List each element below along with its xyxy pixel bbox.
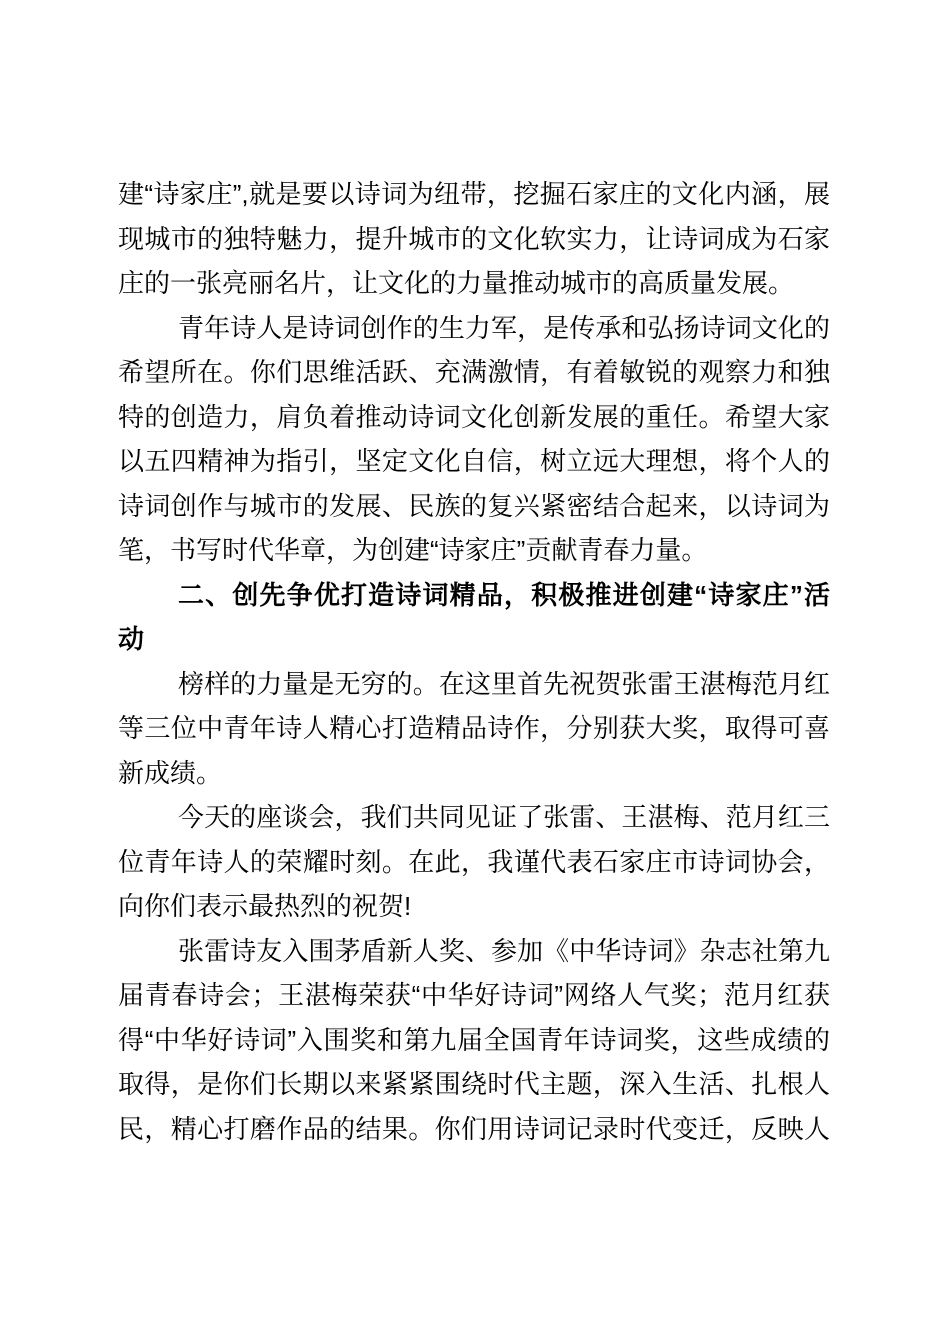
body-text-line: 榜样的力量是无穷的。在这里首先祝贺张雷王湛梅范月红 bbox=[178, 668, 830, 699]
document-text-block bbox=[118, 172, 830, 1151]
body-text-line: 民，精心打磨作品的结果。你们用诗词记录时代变迁，反映人 bbox=[118, 1113, 830, 1144]
body-text-line: 青年诗人是诗词创作的生力军，是传承和弘扬诗词文化的 bbox=[178, 312, 830, 343]
body-text-line: 希望所在。你们思维活跃、充满激情，有着敏锐的观察力和独 bbox=[118, 357, 830, 387]
body-text-line: 现城市的独特魅力，提升城市的文化软实力，让诗词成为石家 bbox=[118, 223, 830, 254]
body-text-line: 位青年诗人的荣耀时刻。在此，我谨代表石家庄市诗词协会， bbox=[118, 846, 830, 877]
body-text-line: 等三位中青年诗人精心打造精品诗作，分别获大奖，取得可喜 bbox=[118, 713, 830, 743]
heading-line: 二、创先争优打造诗词精品，积极推进创建“诗家庄”活 bbox=[178, 579, 830, 610]
heading-line: 动 bbox=[118, 624, 145, 654]
body-text-line: 以五四精神为指引，坚定文化自信，树立远大理想，将个人的 bbox=[118, 446, 830, 476]
body-text-line: 张雷诗友入围茅盾新人奖、参加《中华诗词》杂志社第九 bbox=[178, 935, 830, 966]
body-text-line: 特的创造力，肩负着推动诗词文化创新发展的重任。希望大家 bbox=[118, 401, 830, 432]
body-text-line: 向你们表示最热烈的祝贺! bbox=[118, 891, 412, 921]
body-text-line: 届青春诗会；王湛梅荣获“中华好诗词”网络人气奖；范月红获 bbox=[118, 980, 830, 1010]
body-text-line: 得“中华好诗词”入围奖和第九届全国青年诗词奖，这些成绩的 bbox=[118, 1024, 830, 1055]
body-text-line: 新成绩。 bbox=[118, 757, 223, 788]
body-text-line: 笔，书写时代华章，为创建“诗家庄”贡献青春力量。 bbox=[118, 535, 708, 565]
body-text-line: 庄的一张亮丽名片，让文化的力量推动城市的高质量发展。 bbox=[118, 268, 795, 298]
body-text-line: 诗词创作与城市的发展、民族的复兴紧密结合起来，以诗词为 bbox=[118, 490, 830, 521]
body-text-line: 今天的座谈会，我们共同见证了张雷、王湛梅、范月红三 bbox=[178, 802, 830, 832]
body-text-line: 取得，是你们长期以来紧紧围绕时代主题，深入生活、扎根人 bbox=[118, 1069, 830, 1099]
body-text-line: 建“诗家庄”,就是要以诗词为纽带，挖掘石家庄的文化内涵，展 bbox=[118, 179, 830, 209]
